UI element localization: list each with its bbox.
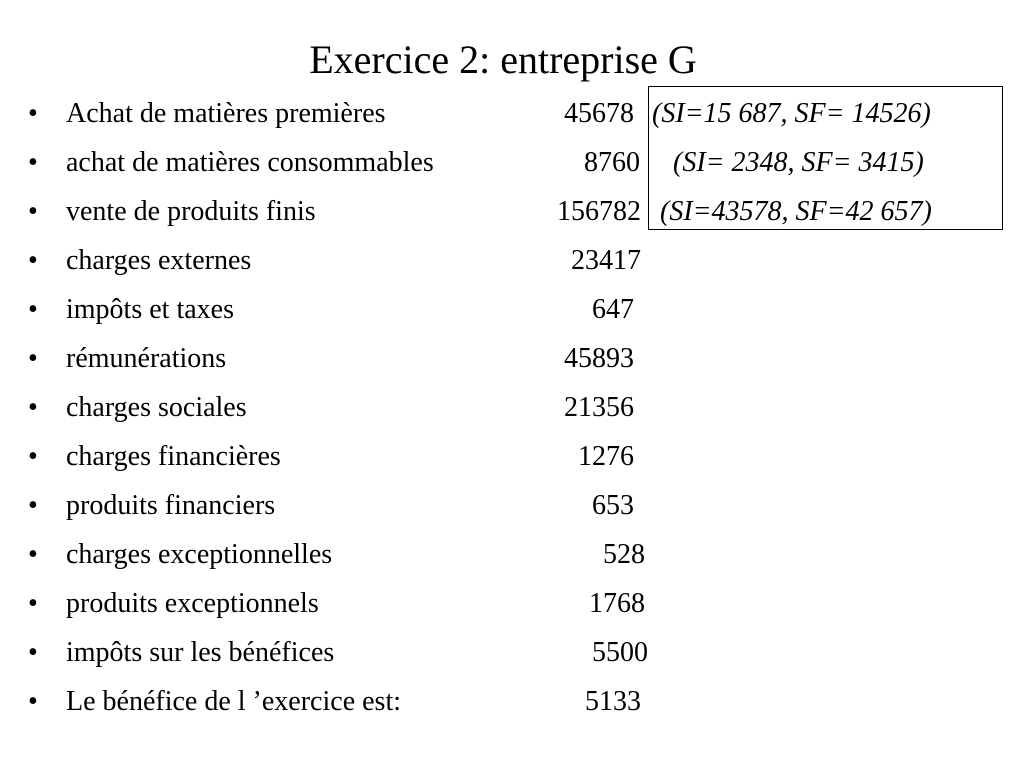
bullet-dot: • (28, 245, 38, 276)
list-item-charges-exceptionnelles (0, 535, 1024, 575)
item-value: 653 (592, 490, 634, 521)
item-label: charges financières (66, 441, 281, 472)
item-value: 156782 (557, 196, 641, 227)
item-label: Achat de matières premières (66, 98, 386, 129)
bullet-dot: • (28, 343, 38, 374)
bullet-dot: • (28, 294, 38, 325)
item-value: 8760 (584, 147, 640, 178)
stock-note-text: (SI= 2348, SF= 3415) (673, 147, 924, 178)
list-item-produits-financiers (0, 486, 1024, 526)
list-item-impots-benefices (0, 633, 1024, 673)
stock-note-matieres-premieres (0, 94, 1024, 134)
list-item-charges-externes (0, 241, 1024, 281)
list-item-produits-exceptionnels (0, 584, 1024, 624)
item-label: produits financiers (66, 490, 276, 521)
bullet-dot: • (28, 392, 38, 423)
item-value: 45678 (564, 98, 634, 129)
item-label: produits exceptionnels (66, 588, 319, 619)
item-label: impôts et taxes (66, 294, 234, 325)
bullet-dot: • (28, 490, 38, 521)
item-value: 23417 (571, 245, 641, 276)
list-item-charges-sociales (0, 388, 1024, 428)
item-value: 5500 (592, 637, 648, 668)
bullet-dot: • (28, 196, 38, 227)
item-label: impôts sur les bénéfices (66, 637, 335, 668)
item-value: 647 (592, 294, 634, 325)
bullet-dot: • (28, 147, 38, 178)
item-label: rémunérations (66, 343, 227, 374)
item-value: 5133 (585, 686, 641, 717)
item-value: 45893 (564, 343, 634, 374)
item-label: achat de matières consommables (66, 147, 434, 178)
list-item-impots-taxes (0, 290, 1024, 330)
item-label: charges exceptionnelles (66, 539, 333, 570)
stock-note-produits-finis (0, 192, 1024, 232)
slide-title: Exercice 2: entreprise G (309, 37, 697, 82)
item-value: 1276 (578, 441, 634, 472)
item-label: Le bénéfice de l ’exercice est: (66, 686, 402, 717)
bullet-dot: • (28, 98, 38, 129)
stock-note-text: (SI=15 687, SF= 14526) (652, 98, 931, 129)
bullet-dot: • (28, 588, 38, 619)
list-item-charges-financieres (0, 437, 1024, 477)
bullet-dot: • (28, 637, 38, 668)
item-value: 528 (603, 539, 645, 570)
item-value: 21356 (564, 392, 634, 423)
stock-note-text: (SI=43578, SF=42 657) (660, 196, 932, 227)
stock-note-matieres-consommables (0, 143, 1024, 183)
item-value: 1768 (589, 588, 645, 619)
list-item-benefice-exercice (0, 682, 1024, 722)
item-label: charges externes (66, 245, 252, 276)
item-label: vente de produits finis (66, 196, 316, 227)
item-label: charges sociales (66, 392, 247, 423)
bullet-dot: • (28, 539, 38, 570)
bullet-dot: • (28, 686, 38, 717)
list-item-remunerations (0, 339, 1024, 379)
bullet-dot: • (28, 441, 38, 472)
